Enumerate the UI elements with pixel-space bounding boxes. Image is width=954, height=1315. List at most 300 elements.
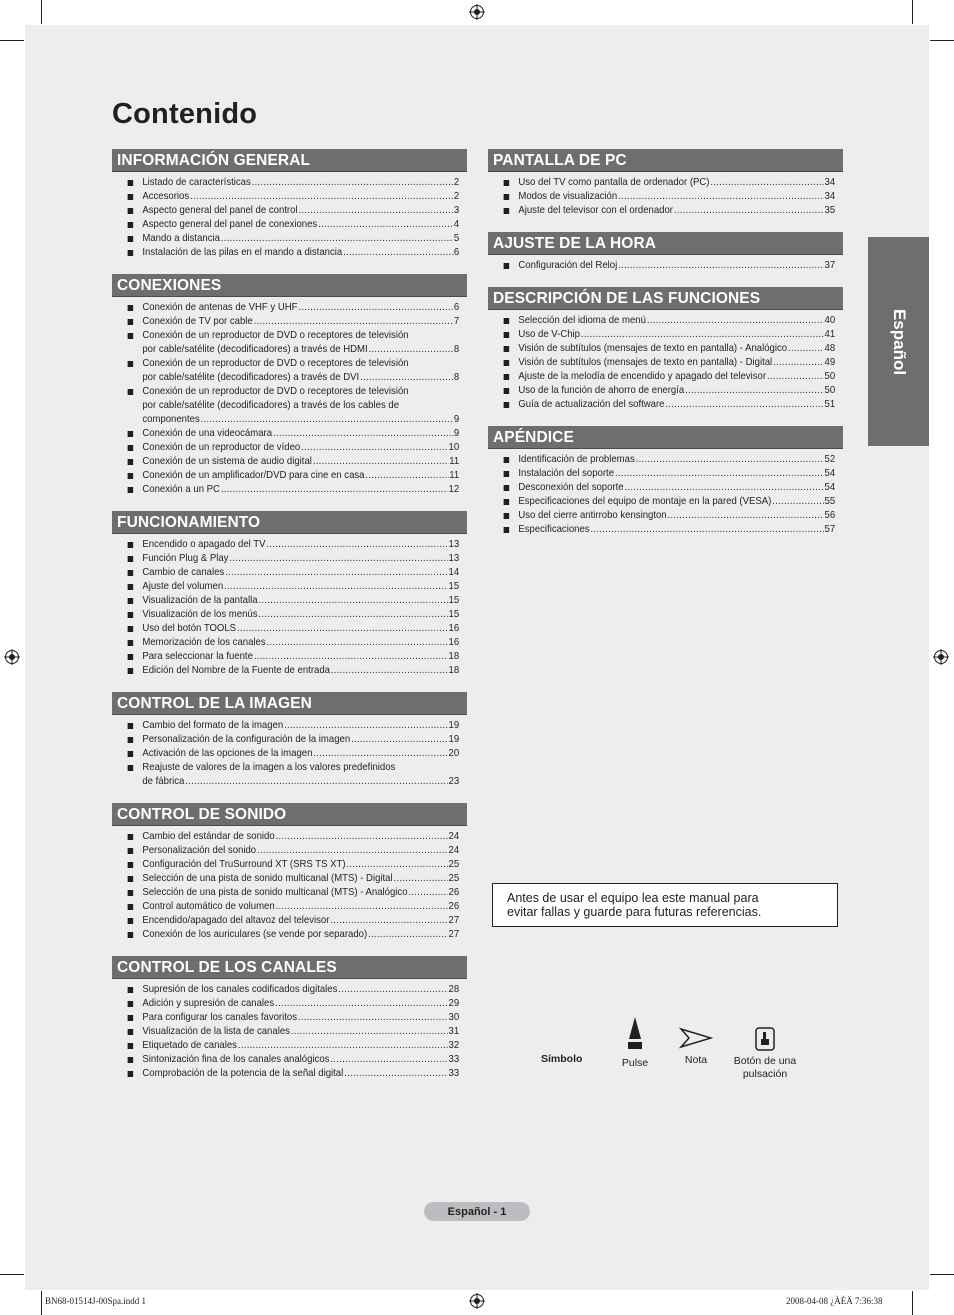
toc-entry [112,858,465,872]
toc-list [112,719,467,789]
crop-mark [41,0,42,24]
toc-list [488,176,843,218]
toc-entry-title: Adición y supresión de canales [142,998,275,1009]
bullet-square-icon [128,250,134,256]
dot-leader [767,370,824,384]
toc-entry-page: 33 [448,1054,460,1065]
symbol-note [676,1027,716,1067]
bullet-square-icon [128,904,134,910]
toc-entry [112,441,465,455]
toc-entry-page: 56 [824,510,836,521]
toc-entry [112,608,465,622]
bullet-square-icon [504,513,510,519]
section-heading: CONTROL DE SONIDO [112,803,467,826]
bullet-square-icon [128,932,134,938]
toc-entry-title: Conexión de un reproductor de vídeo [142,442,301,453]
bullet-square-icon [128,723,134,729]
dot-leader [330,1053,447,1067]
toc-entry-title: Visualización de la lista de canales [142,1026,290,1037]
toc-entry-title: Identificación de problemas [518,454,635,465]
bullet-square-icon [504,527,510,533]
toc-entry [112,301,465,315]
section-heading: APÉNDICE [488,426,843,449]
toc-entry-page: 54 [824,468,836,479]
symbol-one-touch [727,1027,803,1081]
toc-entry-title: componentes [142,414,200,425]
toc-entry-title: Visualización de la pantalla [142,595,258,606]
notice-line-1: Antes de usar el equipo lea este manual para [507,891,759,905]
symbol-press [614,1017,656,1070]
toc-entry [112,469,465,483]
dot-leader [266,538,447,552]
toc-entry-page: 26 [448,887,460,898]
bullet-square-icon [128,333,134,339]
bullet-square-icon [504,499,510,505]
toc-right-column [488,149,843,551]
toc-entry-title: Aspecto general del panel de conexiones [142,219,318,230]
section-heading: PANTALLA DE PC [488,149,843,172]
toc-entry-title: Conexión de un amplificador/DVD para cine en casa [142,470,365,481]
dot-leader [273,427,453,441]
toc-entry-page: 26 [448,901,460,912]
bullet-square-icon [128,361,134,367]
toc-entry-title: Selección del idioma de menú [518,315,646,326]
toc-entry-page: 4 [453,219,460,230]
toc-entry-page: 51 [824,399,836,410]
toc-entry-page: 27 [448,915,460,926]
toc-entry-page: 6 [453,247,460,258]
toc-entry-page: 49 [824,357,836,368]
toc-entry-title: Sintonización fina de los canales analógicos [142,1054,330,1065]
toc-entry-title: Supresión de los canales codificados digitales [142,984,338,995]
toc-entry-title: Ajuste de la melodía de encendido y apagado del televisor [518,371,767,382]
dot-leader [665,398,823,412]
dot-leader [365,469,448,483]
toc-entry [112,329,465,357]
toc-entry [112,1067,465,1081]
language-tab-label: Español [889,308,909,375]
toc-entry [112,650,465,664]
crop-mark [0,1274,24,1275]
dot-leader [298,1011,448,1025]
toc-entry-page: 3 [453,205,460,216]
toc-entry-title: Instalación del soporte [518,468,615,479]
dot-leader [254,650,448,664]
toc-entry-page: 8 [453,344,460,355]
toc-entry-title: Ajuste del televisor con el ordenador [518,205,674,216]
toc-entry [112,1039,465,1053]
toc-entry-title: Especificaciones del equipo de montaje en la pared (VESA) [518,496,772,507]
toc-entry-text-line: Conexión de un reproductor de DVD o receptores de televisión [142,330,409,341]
toc-entry-title: Para seleccionar la fuente [142,651,253,662]
section-heading: CONEXIONES [112,274,467,297]
toc-section [488,232,843,273]
toc-section [112,956,467,1081]
dot-leader [313,455,449,469]
section-heading: CONTROL DE LA IMAGEN [112,692,467,715]
bullet-square-icon [128,584,134,590]
toc-entry [112,719,465,733]
toc-entry-title: Personalización del sonido [142,845,257,856]
dot-leader [224,580,448,594]
toc-entry [112,580,465,594]
toc-list [112,538,467,678]
bullet-square-icon [504,332,510,338]
toc-entry-page: 15 [448,595,460,606]
toc-entry-title: Para configurar los canales favoritos [142,1012,297,1023]
bullet-square-icon [128,654,134,660]
toc-list [112,983,467,1081]
dot-leader [674,204,824,218]
footer-date: 2008-04-08 ¿ÀÈÄ 7:36:38 [786,1296,883,1306]
bullet-square-icon [128,1001,134,1007]
bullet-square-icon [504,318,510,324]
bullet-square-icon [128,570,134,576]
dot-leader [394,872,448,886]
toc-entry-title: Memorización de los canales [142,637,266,648]
bullet-square-icon [128,862,134,868]
toc-entry-page: 19 [448,720,460,731]
toc-entry-page: 24 [448,831,460,842]
toc-entry-title: Configuración del TruSurround XT (SRS TS XT) [142,859,346,870]
dot-leader [351,733,448,747]
toc-entry-title: Configuración del Reloj [518,260,618,271]
toc-entry [488,259,841,273]
toc-entry [112,761,465,789]
bullet-square-icon [128,305,134,311]
toc-entry-page: 2 [453,177,460,188]
toc-entry-page: 12 [448,484,460,495]
toc-entry [112,664,465,678]
toc-entry-page: 18 [448,651,460,662]
bullet-square-icon [504,194,510,200]
dot-leader [331,664,448,678]
toc-entry-title: Uso de la función de ahorro de energía [518,385,685,396]
symbol-note-label: Nota [684,1054,708,1066]
toc-entry-title: Conexión de una videocámara [142,428,273,439]
bullet-square-icon [128,1071,134,1077]
dot-leader [369,343,453,357]
registration-mark-icon [469,1293,485,1309]
toc-entry-page: 7 [453,316,460,327]
toc-entry-title: Encendido o apagado del TV [142,539,266,550]
dot-leader [343,246,453,260]
dot-leader [276,900,448,914]
bullet-square-icon [128,222,134,228]
toc-section [488,149,843,218]
toc-entry [112,315,465,329]
toc-entry-page: 50 [824,371,836,382]
crop-mark [41,1291,42,1315]
toc-left-column [112,149,467,1095]
dot-leader [360,371,453,385]
toc-entry-page: 11 [449,456,460,467]
toc-entry-page: 31 [448,1026,460,1037]
bullet-square-icon [128,542,134,548]
bullet-square-icon [128,1043,134,1049]
toc-entry-title: Selección de una pista de sonido multicanal (MTS) - Analógico [142,887,408,898]
toc-entry-page: 15 [448,581,460,592]
toc-entry [112,886,465,900]
bullet-square-icon [128,668,134,674]
toc-entry-page: 5 [453,233,460,244]
toc-entry [488,523,841,537]
dot-leader [221,483,448,497]
notice-box [492,883,838,927]
toc-entry-page: 48 [824,343,836,354]
bullet-square-icon [504,208,510,214]
dot-leader [636,453,824,467]
toc-entry-title: Especificaciones [518,524,590,535]
toc-entry [488,314,841,328]
toc-entry [112,997,465,1011]
dot-leader [590,523,823,537]
toc-entry-page: 32 [448,1040,460,1051]
press-icon [625,1017,645,1051]
toc-entry-title: Aspecto general del panel de control [142,205,298,216]
dot-leader [773,356,824,370]
toc-entry-text-line: Conexión de un reproductor de DVD o receptores de televisión [142,386,409,397]
dot-leader [581,328,824,342]
toc-entry [112,1011,465,1025]
dot-leader [221,232,453,246]
toc-entry-title: Conexión a un PC [142,484,220,495]
toc-entry [112,218,465,232]
toc-entry-title: Encendido/apagado del altavoz del televisor [142,915,330,926]
toc-entry-text-line: por cable/satélite (decodificadores) a través de los cables de [142,400,400,411]
bullet-square-icon [128,765,134,771]
dot-leader [618,259,824,273]
toc-entry [112,385,465,427]
toc-entry-page: 29 [448,998,460,1009]
bullet-square-icon [128,1015,134,1021]
language-tab [868,237,929,446]
crop-mark [930,40,954,41]
dot-leader [237,622,448,636]
bullet-square-icon [128,180,134,186]
toc-entry [112,830,465,844]
toc-entry-title: Accesorios [142,191,190,202]
toc-entry-title: Visualización de los menús [142,609,258,620]
toc-entry [488,398,841,412]
toc-entry [112,844,465,858]
toc-entry-title: Personalización de la configuración de la imagen [142,734,351,745]
toc-entry-page: 18 [448,665,460,676]
toc-entry-page: 14 [448,567,460,578]
toc-entry [488,467,841,481]
dot-leader [201,413,453,427]
toc-entry [112,872,465,886]
bullet-square-icon [504,180,510,186]
toc-entry-title: Instalación de las pilas en el mando a distancia [142,247,343,258]
dot-leader [330,914,447,928]
toc-section [488,426,843,537]
toc-entry-page: 55 [824,496,836,507]
toc-entry-title: Edición del Nombre de la Fuente de entrada [142,665,330,676]
toc-entry-title: Guía de actualización del software [518,399,665,410]
dot-leader [258,594,447,608]
dot-leader [229,552,447,566]
toc-entry [488,495,841,509]
toc-entry-title: Uso del botón TOOLS [142,623,237,634]
dot-leader [625,481,824,495]
bullet-square-icon [504,471,510,477]
dot-leader [298,204,452,218]
section-heading: CONTROL DE LOS CANALES [112,956,467,979]
toc-entry [112,914,465,928]
toc-entry [488,384,841,398]
toc-entry-page: 11 [449,470,460,481]
dot-leader [344,1067,447,1081]
crop-mark [930,1274,954,1275]
dot-leader [647,314,824,328]
toc-section [488,287,843,412]
bullet-square-icon [504,388,510,394]
toc-entry [112,636,465,650]
toc-entry [112,483,465,497]
dot-leader [185,775,447,789]
toc-entry [488,342,841,356]
toc-entry-title: Cambio de canales [142,567,225,578]
toc-entry-title: Ajuste del volumen [142,581,224,592]
toc-entry [112,900,465,914]
dot-leader [301,441,448,455]
crop-mark [912,1291,913,1315]
toc-entry-page: 19 [448,734,460,745]
dot-leader [252,176,453,190]
toc-list [488,259,843,273]
dot-leader [368,928,448,942]
dot-leader [685,384,824,398]
bullet-square-icon [128,890,134,896]
dot-leader [346,858,447,872]
toc-entry-page: 13 [448,553,460,564]
toc-entry [488,356,841,370]
bullet-square-icon [128,751,134,757]
bullet-square-icon [128,459,134,465]
toc-entry-title: Conexión de antenas de VHF y UHF [142,302,298,313]
symbol-press-label: Pulse [621,1057,649,1069]
one-touch-button-icon [755,1027,775,1051]
toc-section [112,149,467,260]
dot-leader [291,1025,448,1039]
toc-list [488,314,843,412]
toc-entry-title: Cambio del formato de la imagen [142,720,284,731]
bullet-square-icon [504,374,510,380]
bullet-square-icon [128,876,134,882]
bullet-square-icon [504,346,510,352]
bullet-square-icon [128,834,134,840]
toc-entry-title: Activación de las opciones de la imagen [142,748,313,759]
toc-entry [112,246,465,260]
toc-entry-page: 15 [448,609,460,620]
dot-leader [225,566,448,580]
bullet-square-icon [128,918,134,924]
toc-entry [112,190,465,204]
toc-entry-page: 9 [453,428,460,439]
toc-entry-title: Selección de una pista de sonido multicanal (MTS) - Digital [142,873,393,884]
symbol-one-touch-label: Botón de una pulsación [733,1055,797,1080]
toc-entry-page: 37 [824,260,836,271]
page-title: Contenido [112,98,258,130]
toc-entry-title: Uso del TV como pantalla de ordenador (PC) [518,177,710,188]
toc-entry-title: Control automático de volumen [142,901,275,912]
toc-list [112,830,467,942]
dot-leader [338,983,447,997]
toc-list [488,453,843,537]
bullet-square-icon [128,1029,134,1035]
toc-entry-page: 33 [448,1068,460,1079]
section-heading: DESCRIPCIÓN DE LAS FUNCIONES [488,287,843,310]
bullet-square-icon [128,737,134,743]
bullet-square-icon [128,445,134,451]
bullet-square-icon [504,263,510,269]
bullet-square-icon [128,319,134,325]
bullet-square-icon [128,556,134,562]
dot-leader [267,636,448,650]
toc-entry [488,190,841,204]
footer-file: BN68-01514J-00Spa.indd 1 [45,1296,146,1306]
toc-entry-page: 25 [448,859,460,870]
bullet-square-icon [504,457,510,463]
toc-entry [112,566,465,580]
dot-leader [298,301,453,315]
toc-entry [112,622,465,636]
toc-entry-title: por cable/satélite (decodificadores) a través de DVI [142,372,360,383]
toc-entry-page: 23 [448,776,460,787]
registration-mark-icon [933,649,949,665]
bullet-square-icon [504,485,510,491]
toc-entry-page: 41 [824,329,836,340]
bullet-square-icon [504,402,510,408]
symbol-legend-label: Símbolo [541,1053,583,1065]
toc-entry-page: 2 [453,191,460,202]
toc-entry [112,747,465,761]
toc-entry-title: Función Plug & Play [142,553,229,564]
toc-entry-page: 27 [448,929,460,940]
toc-entry-page: 13 [448,539,460,550]
toc-entry-page: 34 [824,191,836,202]
bullet-square-icon [128,473,134,479]
toc-entry-page: 9 [453,414,460,425]
section-heading: AJUSTE DE LA HORA [488,232,843,255]
toc-entry-title: Uso de V-Chip [518,329,580,340]
toc-entry [488,481,841,495]
toc-list [112,176,467,260]
toc-entry-page: 57 [824,524,836,535]
toc-entry-text-line: Reajuste de valores de la imagen a los valores predefinidos [142,762,396,773]
dot-leader [772,495,823,509]
toc-entry [112,538,465,552]
toc-entry [112,552,465,566]
registration-mark-icon [469,4,485,20]
toc-entry-page: 35 [824,205,836,216]
dot-leader [238,1039,448,1053]
toc-entry-text-line: Conexión de un reproductor de DVD o receptores de televisión [142,358,409,369]
dot-leader [318,218,453,232]
toc-entry [488,453,841,467]
toc-entry [112,928,465,942]
toc-entry-page: 34 [824,177,836,188]
toc-section [112,511,467,678]
toc-entry-title: Visión de subtítulos (mensajes de texto en pantalla) - Digital [518,357,773,368]
dot-leader [190,190,453,204]
dot-leader [284,719,448,733]
bullet-square-icon [128,389,134,395]
toc-entry-page: 54 [824,482,836,493]
dot-leader [257,844,448,858]
bullet-square-icon [128,987,134,993]
